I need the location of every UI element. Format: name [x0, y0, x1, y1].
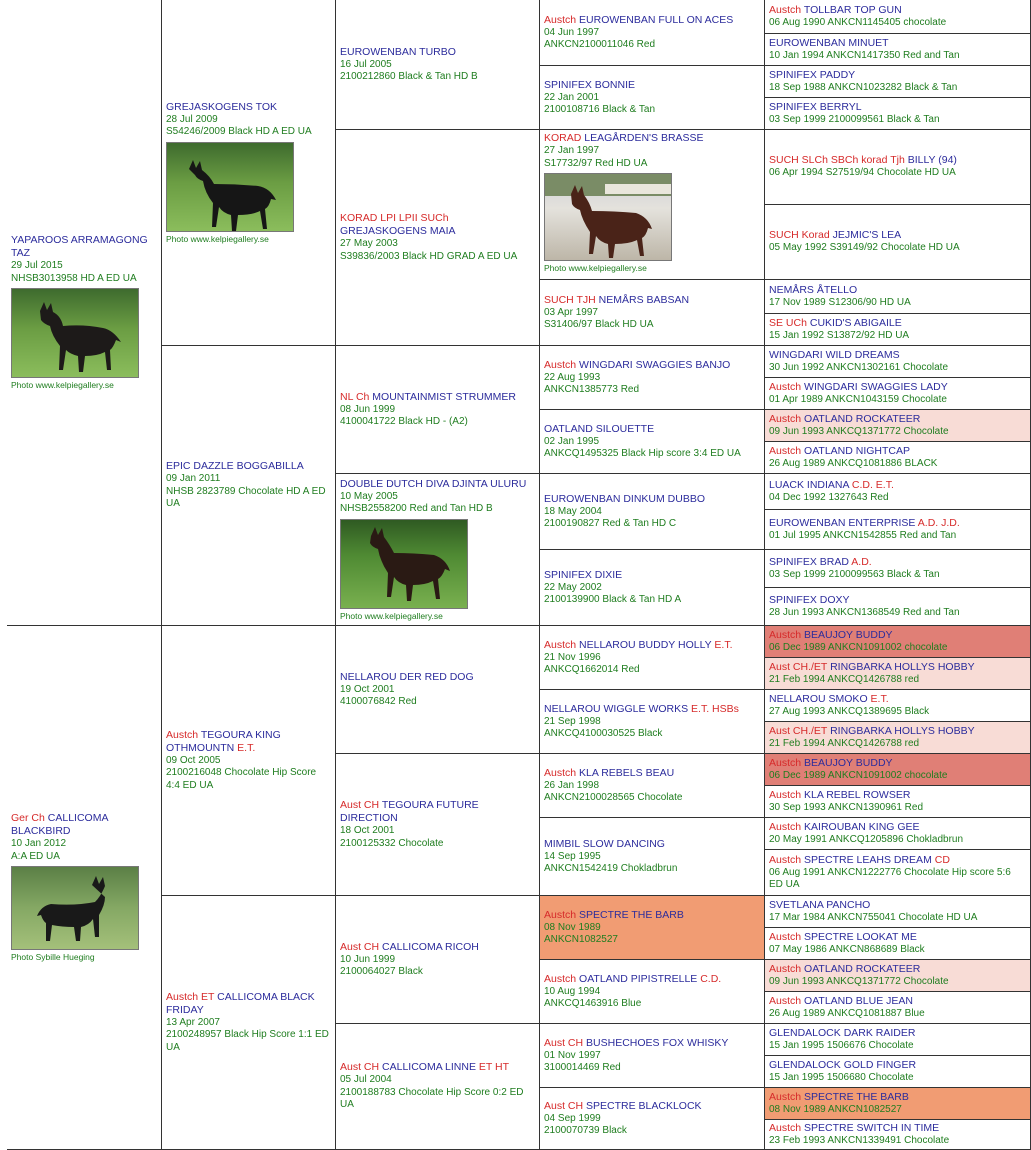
pedigree-cell-gen3-3	[336, 346, 540, 474]
dog-name[interactable]: SPECTRE BLACKLOCK	[586, 1099, 702, 1112]
dog-details: 17 Nov 1989 S12306/90 HD UA	[769, 296, 911, 308]
pedigree-cell-g5-28	[765, 992, 1031, 1024]
birth-date: 03 Apr 1997	[544, 306, 598, 318]
birth-date: 02 Jan 1995	[544, 435, 600, 447]
title-prefix: Aust CH	[544, 1099, 584, 1112]
pedigree-cell-g5-30	[765, 1056, 1031, 1088]
dog-name[interactable]: RINGBARKA HOLLYS HOBBY	[830, 660, 975, 673]
dog-details: 23 Feb 1993 ANKCN1339491 Chocolate	[769, 1134, 950, 1146]
birth-date: 10 Jan 2012	[11, 838, 67, 849]
dog-details: 20 May 1991 ANKCQ1205896 Chokladbrun	[769, 833, 964, 845]
title-prefix: KORAD	[544, 132, 582, 144]
registration-info: ANKCQ1463916 Blue	[544, 998, 642, 1009]
pedigree-cell-g5-14	[765, 510, 1031, 550]
title-prefix: Austch	[769, 1121, 802, 1134]
registration-info: ANKCN1385773 Red	[544, 384, 640, 395]
title-prefix: Austch	[769, 1090, 802, 1103]
pedigree-cell-g5-15	[765, 550, 1031, 588]
title-prefix: Austch	[769, 628, 802, 641]
pedigree-cell-g5-3	[765, 66, 1031, 98]
pedigree-cell-gen2-2	[162, 346, 336, 626]
pedigree-cell-g5-11	[765, 410, 1031, 442]
dog-details: 17 Mar 1984 ANKCN755041 Chocolate HD UA	[769, 911, 978, 923]
birth-date: 01 Nov 1997	[544, 1049, 601, 1061]
title-prefix: Austch	[769, 994, 802, 1007]
title-suffix: C.D.	[700, 972, 722, 985]
birth-date: 04 Sep 1999	[544, 1112, 601, 1124]
birth-date: 29 Jul 2015	[11, 260, 63, 271]
pedigree-cell-g5-6	[765, 205, 1031, 280]
title-prefix: Austch	[544, 972, 577, 985]
pedigree-cell-g5-8	[765, 314, 1031, 346]
registration-info: ANKCN1542419 Chokladbrun	[544, 863, 678, 874]
dog-name[interactable]: NEMÅRS ÅTELLO	[769, 283, 858, 296]
registration-info: 2100248957 Black Hip Score 1:1 ED UA	[166, 1029, 329, 1053]
dog-name[interactable]: SPINIFEX BRAD	[769, 555, 849, 568]
registration-info: NHSB 2823789 Chocolate HD A ED UA	[166, 485, 326, 510]
pedigree-cell-g5-23	[765, 818, 1031, 850]
dog-name[interactable]: EUROWENBAN FULL ON ACES	[579, 13, 734, 26]
title-prefix: Austch	[544, 638, 577, 651]
dog-details: 01 Apr 1989 ANKCN1043159 Chocolate	[769, 393, 947, 405]
title-suffix: CD	[934, 853, 950, 866]
dog-silhouette-icon	[545, 174, 672, 261]
pedigree-cell-g5-20	[765, 722, 1031, 754]
dog-name[interactable]: DOUBLE DUTCH DIVA DJINTA ULURU	[340, 477, 527, 490]
dog-name[interactable]: CALLICOMA RICOH	[382, 940, 479, 953]
dog-details: 10 Jan 1994 ANKCN1417350 Red and Tan	[769, 49, 960, 61]
title-prefix: Ger Ch	[11, 812, 45, 824]
title-suffix: C.D. E.T.	[851, 478, 894, 491]
title-suffix: E.T.	[237, 741, 256, 754]
pedigree-cell-g4-3	[540, 130, 765, 280]
pedigree-cell-g4-15	[540, 1024, 765, 1088]
birth-date: 13 Apr 2007	[166, 1016, 220, 1028]
pedigree-cell-g5-13	[765, 474, 1031, 510]
dog-name[interactable]: BILLY (94)	[907, 154, 957, 167]
pedigree-cell-gen2-1	[162, 0, 336, 346]
dog-name[interactable]: EUROWENBAN TURBO	[340, 45, 456, 58]
dog-details: 26 Aug 1989 ANKCQ1081886 BLACK	[769, 457, 938, 469]
registration-info: 4100041722 Black HD - (A2)	[340, 416, 468, 427]
pedigree-cell-g5-12	[765, 442, 1031, 474]
dog-details: 03 Sep 1999 2100099563 Black & Tan	[769, 568, 940, 580]
dog-silhouette-icon	[12, 867, 139, 950]
dog-details: 30 Jun 1992 ANKCN1302161 Chocolate	[769, 361, 949, 373]
dog-name[interactable]: GREJASKOGENS TOK	[166, 100, 278, 113]
birth-date: 19 Oct 2001	[340, 683, 395, 695]
dog-details: 06 Dec 1989 ANKCN1091002 chocolate	[769, 769, 948, 781]
pedigree-cell-gen3-5	[336, 626, 540, 754]
dog-name[interactable]: OATLAND NIGHTCAP	[804, 444, 911, 457]
pedigree-cell-g4-14	[540, 960, 765, 1024]
registration-info: 2100064027 Black	[340, 966, 423, 977]
birth-date: 21 Sep 1998	[544, 715, 601, 727]
title-prefix: SE UCh	[769, 316, 807, 329]
registration-info: ANKCQ1495325 Black Hip score 3:4 ED UA	[544, 448, 741, 459]
dog-name[interactable]: NEMÅRS BABSAN	[598, 293, 690, 306]
dog-name[interactable]: SPECTRE LOOKAT ME	[804, 930, 917, 943]
registration-info: 2100190827 Red & Tan HD C	[544, 518, 677, 529]
pedigree-cell-g5-18	[765, 658, 1031, 690]
birth-date: 21 Nov 1996	[544, 651, 601, 663]
dog-photo	[340, 519, 468, 609]
pedigree-cell-g5-5	[765, 130, 1031, 205]
dog-name[interactable]: NELLAROU BUDDY HOLLY	[579, 638, 712, 651]
pedigree-cell-gen2-4	[162, 896, 336, 1150]
birth-date: 27 Jan 1997	[544, 145, 600, 156]
dog-name[interactable]: TEGOURA FUTURE DIRECTION	[340, 799, 479, 824]
birth-date: 10 Aug 1994	[544, 985, 601, 997]
dog-name[interactable]: TOLLBAR TOP GUN	[803, 3, 902, 16]
pedigree-cell-gen2-3	[162, 626, 336, 896]
registration-info: ANKCQ4100030525 Black	[544, 728, 663, 739]
registration-info: ANKCN2100011046 Red	[544, 39, 656, 50]
dog-details: 21 Feb 1994 ANKCQ1426788 red	[769, 737, 920, 749]
dog-details: 15 Jan 1995 1506676 Chocolate	[769, 1039, 914, 1051]
dog-name[interactable]: SPECTRE THE BARB	[804, 1090, 909, 1103]
title-suffix: A.D. J.D.	[917, 516, 960, 529]
dog-details: 06 Apr 1994 S27519/94 Chocolate HD UA	[769, 167, 956, 179]
title-suffix: E.T.	[714, 638, 733, 651]
birth-date: 27 May 2003	[340, 238, 398, 249]
registration-info: 2100139900 Black & Tan HD A	[544, 594, 682, 605]
title-prefix: KORAD LPI LPII SUCh	[340, 212, 449, 224]
dog-details: 27 Aug 1993 ANKCQ1389695 Black	[769, 705, 930, 717]
dog-name[interactable]: OATLAND PIPISTRELLE	[579, 972, 698, 985]
pedigree-cell-g4-6	[540, 410, 765, 474]
dog-name[interactable]: SPECTRE THE BARB	[579, 908, 684, 921]
dog-name[interactable]: SPINIFEX BERRYL	[769, 100, 862, 113]
birth-date: 18 May 2004	[544, 505, 602, 517]
title-prefix: Aust CH	[340, 799, 380, 811]
title-suffix: ET HT	[478, 1061, 510, 1074]
pedigree-cell-g5-21	[765, 754, 1031, 786]
title-suffix: E.T.	[870, 692, 889, 705]
photo-caption: Photo www.kelpiegallery.se	[11, 380, 114, 390]
birth-date: 14 Sep 1995	[544, 850, 601, 862]
pedigree-cell-g4-4	[540, 280, 765, 346]
dog-name[interactable]: OATLAND BLUE JEAN	[804, 994, 913, 1007]
dog-name[interactable]: WINGDARI WILD DREAMS	[769, 348, 900, 361]
dog-name[interactable]: SPINIFEX DOXY	[769, 593, 850, 606]
dog-name[interactable]: NELLAROU WIGGLE WORKS	[544, 702, 689, 715]
registration-info: 2100188783 Chocolate Hip Score 0:2 ED UA	[340, 1086, 524, 1111]
title-prefix: Austch	[544, 766, 577, 779]
dog-name[interactable]: SPINIFEX DIXIE	[544, 568, 623, 581]
dog-name[interactable]: CALLICOMA LINNE	[382, 1061, 476, 1074]
pedigree-cell-g5-24	[765, 850, 1031, 896]
registration-info: 2100070739 Black	[544, 1125, 627, 1136]
title-suffix: A.D.	[851, 555, 872, 568]
dog-name[interactable]: NELLAROU DER RED DOG	[340, 670, 474, 683]
dog-name[interactable]: TEGOURA KING OTHMOUNTN	[166, 728, 281, 754]
dog-details: 28 Jun 1993 ANKCN1368549 Red and Tan	[769, 606, 960, 618]
photo-caption: Photo www.kelpiegallery.se	[340, 610, 443, 621]
title-suffix: E.T. HSBs	[691, 702, 739, 715]
title-prefix: Austch ET	[166, 990, 215, 1003]
pedigree-cell-g5-31	[765, 1088, 1031, 1120]
birth-date: 22 Aug 1993	[544, 371, 601, 383]
title-prefix: Austch	[769, 962, 802, 975]
dog-name[interactable]: MIMBIL SLOW DANCING	[544, 837, 665, 850]
title-prefix: Aust CH	[340, 940, 380, 953]
registration-info: NHSB3013958 HD A ED UA	[11, 272, 137, 284]
birth-date: 10 May 2005	[340, 490, 398, 502]
registration-info: A:A ED UA	[11, 850, 60, 862]
title-prefix: Austch	[544, 13, 577, 26]
pedigree-cell-g4-5	[540, 346, 765, 410]
pedigree-cell-g4-7	[540, 474, 765, 550]
dog-silhouette-icon	[341, 520, 468, 609]
title-prefix: Austch	[769, 756, 802, 769]
registration-info: S31406/97 Black HD UA	[544, 319, 654, 330]
title-prefix: Aust CH	[340, 1061, 380, 1074]
pedigree-cell-g5-10	[765, 378, 1031, 410]
registration-info: S54246/2009 Black HD A ED UA	[166, 126, 312, 137]
pedigree-cell-g5-25	[765, 896, 1031, 928]
birth-date: 05 Jul 2004	[340, 1074, 392, 1086]
pedigree-cell-g5-32	[765, 1120, 1031, 1150]
title-prefix: Aust CH./ET	[769, 724, 828, 737]
dog-name[interactable]: KLA REBEL ROWSER	[804, 788, 911, 801]
title-prefix: Austch	[769, 444, 802, 457]
dog-details: 09 Jun 1993 ANKCQ1371772 Chocolate	[769, 425, 949, 437]
dog-details: 15 Jan 1995 1506680 Chocolate	[769, 1071, 914, 1083]
title-prefix: Austch	[769, 412, 802, 425]
birth-date: 22 May 2002	[544, 581, 602, 593]
pedigree-cell-g4-1	[540, 0, 765, 66]
dog-details: 08 Nov 1989 ANKCN1082527	[769, 1103, 902, 1115]
birth-date: 16 Jul 2005	[340, 58, 392, 70]
dog-details: 26 Aug 1989 ANKCQ1081887 Blue	[769, 1007, 925, 1019]
dog-name[interactable]: SPINIFEX BONNIE	[544, 78, 636, 91]
title-prefix: Austch	[166, 728, 199, 741]
registration-info: 2100108716 Black & Tan	[544, 104, 656, 115]
dog-details: 07 May 1986 ANKCN868689 Black	[769, 943, 925, 955]
title-prefix: Austch	[544, 358, 577, 371]
birth-date: 26 Jan 1998	[544, 779, 600, 791]
dog-name[interactable]: JEJMIC'S LEA	[832, 229, 902, 242]
dog-name[interactable]: GLENDALOCK GOLD FINGER	[769, 1058, 917, 1071]
dog-name[interactable]: SPECTRE SWITCH IN TIME	[804, 1121, 940, 1134]
dog-name[interactable]: EUROWENBAN DINKUM DUBBO	[544, 492, 706, 505]
pedigree-cell-gen3-8	[336, 1024, 540, 1150]
dog-details: 05 May 1992 S39149/92 Chocolate HD UA	[769, 242, 960, 254]
registration-info: 3100014469 Red	[544, 1062, 621, 1073]
dog-name[interactable]: WINGDARI SWAGGIES BANJO	[579, 358, 731, 371]
dog-details: 09 Jun 1993 ANKCQ1371772 Chocolate	[769, 975, 949, 987]
pedigree-cell-g4-13	[540, 896, 765, 960]
birth-date: 10 Jun 1999	[340, 953, 396, 965]
pedigree-cell-gen3-7	[336, 896, 540, 1024]
registration-info: NHSB2558200 Red and Tan HD B	[340, 503, 493, 514]
dog-name[interactable]: CUKID'S ABIGAILE	[809, 316, 902, 329]
pedigree-cell-g4-8	[540, 550, 765, 626]
dog-details: 21 Feb 1994 ANKCQ1426788 red	[769, 673, 920, 685]
pedigree-cell-g5-19	[765, 690, 1031, 722]
dog-details: 03 Sep 1999 2100099561 Black & Tan	[769, 113, 940, 125]
birth-date: 18 Oct 2001	[340, 825, 395, 836]
dog-name[interactable]: LUACK INDIANA	[769, 478, 849, 491]
pedigree-cell-g5-7	[765, 280, 1031, 314]
birth-date: 08 Nov 1989	[544, 921, 601, 933]
dog-name[interactable]: GLENDALOCK DARK RAIDER	[769, 1026, 916, 1039]
dog-name[interactable]: OATLAND ROCKATEER	[804, 412, 921, 425]
registration-info: ANKCQ1662014 Red	[544, 664, 640, 675]
dog-photo	[11, 866, 139, 950]
birth-date: 09 Oct 2005	[166, 754, 221, 766]
title-prefix: Austch	[769, 380, 802, 393]
pedigree-cell-g4-2	[540, 66, 765, 130]
dog-name[interactable]: RINGBARKA HOLLYS HOBBY	[830, 724, 975, 737]
registration-info: 4100076842 Red	[340, 696, 417, 707]
pedigree-cell-gen3-2	[336, 130, 540, 346]
birth-date: 28 Jul 2009	[166, 113, 218, 125]
title-prefix: Aust CH	[544, 1036, 584, 1049]
pedigree-cell-g5-2	[765, 34, 1031, 66]
pedigree-cell-g5-4	[765, 98, 1031, 130]
dog-name[interactable]: LEAGÅRDEN'S BRASSE	[584, 132, 704, 144]
title-prefix: SUCH SLCh SBCh korad Tjh	[769, 154, 905, 167]
dog-details: 18 Sep 1988 ANKCN1023282 Black & Tan	[769, 81, 958, 93]
title-prefix: SUCH Korad	[769, 229, 830, 242]
dog-name[interactable]: SVETLANA PANCHO	[769, 898, 871, 911]
dog-name[interactable]: SPINIFEX PADDY	[769, 68, 856, 81]
pedigree-cell-g5-17	[765, 626, 1031, 658]
pedigree-cell-g5-16	[765, 588, 1031, 626]
pedigree-cell-g4-12	[540, 818, 765, 896]
photo-caption: Photo Sybille Hueging	[11, 952, 95, 962]
dog-name[interactable]: YAPAROOS ARRAMAGONG TAZ	[11, 234, 148, 259]
pedigree-cell-gen3-4	[336, 474, 540, 626]
dog-details: 15 Jan 1992 S13872/92 HD UA	[769, 329, 910, 341]
title-prefix: Austch	[769, 820, 802, 833]
photo-caption: Photo www.kelpiegallery.se	[544, 263, 647, 273]
dog-name[interactable]: GREJASKOGENS MAIA	[340, 225, 456, 237]
dog-details: 06 Aug 1991 ANKCN1222776 Chocolate Hip score 5:6 ED UA	[769, 866, 1011, 890]
title-prefix: Austch	[769, 930, 802, 943]
registration-info: S17732/97 Red HD UA	[544, 157, 648, 169]
registration-info: S39836/2003 Black HD GRAD A ED UA	[340, 250, 518, 262]
pedigree-cell-g4-16	[540, 1088, 765, 1150]
dog-details: 04 Dec 1992 1327643 Red	[769, 491, 889, 503]
registration-info: 2100212860 Black & Tan HD B	[340, 71, 478, 82]
dog-name[interactable]: BEAUJOY BUDDY	[804, 628, 893, 641]
birth-date: 08 Jun 1999	[340, 403, 396, 415]
pedigree-cell-gen1-dam	[7, 626, 162, 1150]
dog-name[interactable]: EUROWENBAN ENTERPRISE	[769, 516, 916, 529]
title-prefix: Austch	[769, 788, 802, 801]
registration-info: ANKCN2100028565 Chocolate	[544, 792, 683, 803]
pedigree-cell-g4-9	[540, 626, 765, 690]
dog-details: 06 Dec 1989 ANKCN1091002 chocolate	[769, 641, 948, 653]
dog-name[interactable]: OATLAND SILOUETTE	[544, 422, 655, 435]
dog-details: 30 Sep 1993 ANKCN1390961 Red	[769, 801, 924, 813]
dog-details: 01 Jul 1995 ANKCN1542855 Red and Tan	[769, 529, 957, 541]
registration-info: ANKCN1082527	[544, 934, 618, 945]
birth-date: 04 Jun 1997	[544, 26, 600, 38]
dog-name[interactable]: KLA REBELS BEAU	[579, 766, 675, 779]
dog-photo	[11, 288, 139, 378]
dog-name[interactable]: EUROWENBAN MINUET	[769, 36, 889, 49]
dog-name[interactable]: EPIC DAZZLE BOGGABILLA	[166, 460, 304, 473]
pedigree-cell-gen3-6	[336, 754, 540, 896]
pedigree-cell-g4-11	[540, 754, 765, 818]
dog-name[interactable]: BEAUJOY BUDDY	[804, 756, 893, 769]
dog-silhouette-icon	[12, 289, 139, 378]
title-prefix: Austch	[544, 908, 577, 921]
title-prefix: Aust CH./ET	[769, 660, 828, 673]
pedigree-cell-g5-29	[765, 1024, 1031, 1056]
birth-date: 22 Jan 2001	[544, 91, 600, 103]
dog-photo	[544, 173, 672, 261]
dog-name[interactable]: BUSHECHOES FOX WHISKY	[586, 1036, 729, 1049]
registration-info: 2100125332 Chocolate	[340, 837, 444, 849]
dog-name[interactable]: CALLICOMA BLACKBIRD	[11, 812, 108, 837]
dog-name[interactable]: MOUNTAINMIST STRUMMER	[372, 390, 516, 403]
title-prefix: SUCH TJH	[544, 293, 596, 306]
photo-caption: Photo www.kelpiegallery.se	[166, 233, 269, 244]
registration-info: 2100216048 Chocolate Hip Score 4:4 ED UA	[166, 767, 317, 791]
title-prefix: Austch	[769, 3, 802, 16]
title-prefix: Austch	[769, 853, 802, 866]
dog-name[interactable]: SPECTRE LEAHS DREAM	[804, 853, 932, 866]
dog-silhouette-icon	[167, 143, 294, 232]
pedigree-cell-g5-27	[765, 960, 1031, 992]
dog-name[interactable]: KAIROUBAN KING GEE	[804, 820, 920, 833]
pedigree-cell-gen3-1	[336, 0, 540, 130]
dog-details: 06 Aug 1990 ANKCN1145405 chocolate	[769, 16, 947, 28]
dog-name[interactable]: WINGDARI SWAGGIES LADY	[804, 380, 948, 393]
birth-date: 09 Jan 2011	[166, 473, 221, 485]
pedigree-cell-g5-1	[765, 0, 1031, 34]
pedigree-cell-g4-10	[540, 690, 765, 754]
pedigree-cell-gen1-sire	[7, 0, 162, 626]
pedigree-cell-g5-26	[765, 928, 1031, 960]
dog-name[interactable]: NELLAROU SMOKO	[769, 692, 868, 705]
dog-name[interactable]: OATLAND ROCKATEER	[804, 962, 921, 975]
pedigree-cell-g5-22	[765, 786, 1031, 818]
pedigree-cell-g5-9	[765, 346, 1031, 378]
dog-photo	[166, 142, 294, 232]
title-prefix: NL Ch	[340, 390, 370, 403]
dog-name[interactable]: CALLICOMA BLACK FRIDAY	[166, 990, 315, 1016]
